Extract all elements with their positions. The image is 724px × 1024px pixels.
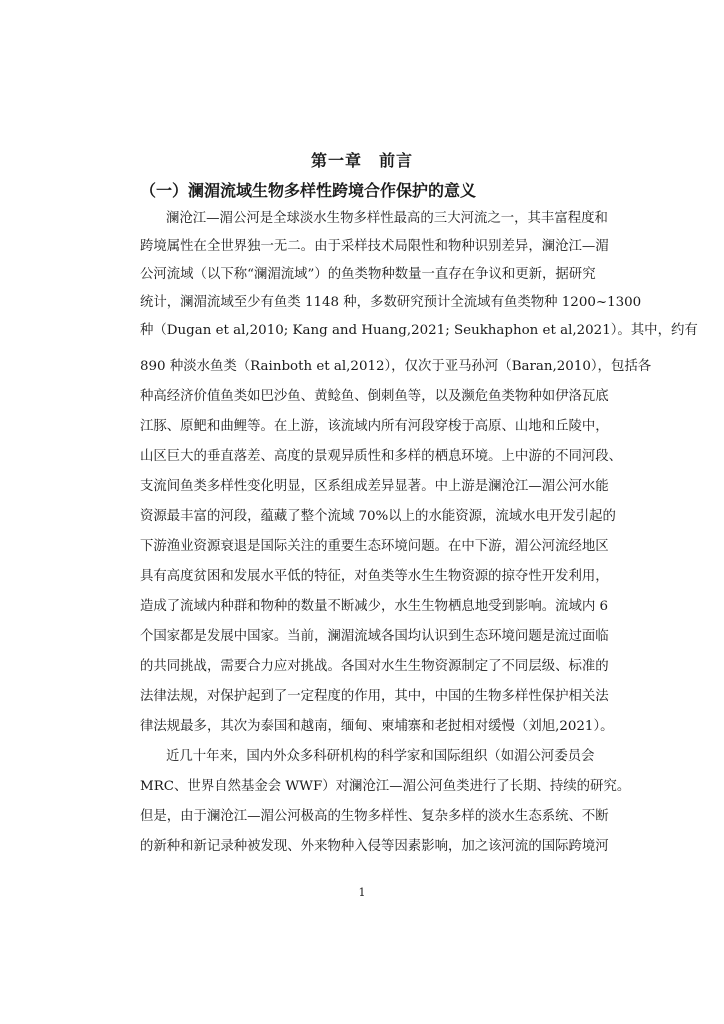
paragraph-line: 支流间鱼类多样性变化明显，区系组成差异显著。中上游是澜沧江—湄公河水能 <box>140 479 609 494</box>
paragraph-line: 公河流域（以下称“澜湄流域”）的鱼类物种数量一直存在争议和更新，据研究 <box>140 267 596 282</box>
section-title: （一）澜湄流域生物多样性跨境合作保护的意义 <box>140 181 477 200</box>
paragraph-line: 具有高度贫困和发展水平低的特征，对鱼类等水生生物资源的掠夺性开发利用， <box>140 569 609 584</box>
paragraph-line: 山区巨大的垂直落差、高度的景观异质性和多样的栖息环境。上中游的不同河段、 <box>140 449 623 464</box>
paragraph-line: 澜沧江—湄公河是全球淡水生物多样性最高的三大河流之一，其丰富程度和 <box>166 211 608 226</box>
paragraph-line: 的新种和新记录种被发现、外来物种入侵等因素影响，加之该河流的国际跨境河 <box>140 839 609 854</box>
paragraph-line: 造成了流域内种群和物种的数量不断减少，水生生物栖息地受到影响。流域内 6 <box>140 599 609 614</box>
paragraph-line: 统计，澜湄流域至少有鱼类 1148 种，多数研究预计全流域有鱼类物种 1200~1300 <box>140 295 642 310</box>
paragraph-line: 江豚、原鲃和曲鲤等。在上游，该流域内所有河段穿梭于高原、山地和丘陵中， <box>140 419 609 434</box>
paragraph-line: 890 种淡水鱼类（Rainboth et al,2012），仅次于亚马孙河（Baran,2010），包括各 <box>140 359 652 374</box>
paragraph-line: 法律法规，对保护起到了一定程度的作用，其中，中国的生物多样性保护相关法 <box>140 689 609 704</box>
paragraph-line: 但是，由于澜沧江—湄公河极高的生物多样性、复杂多样的淡水生态系统、不断 <box>140 809 609 824</box>
chapter-title: 第一章 前言 <box>310 151 413 170</box>
paragraph-line: 种（Dugan et al,2010; Kang and Huang,2021; Seukhaphon et al,2021）。其中，约有 <box>140 323 698 338</box>
paragraph-line: 近几十年来，国内外众多科研机构的科学家和国际组织（如湄公河委员会 <box>166 749 595 764</box>
paragraph-line: 种高经济价值鱼类如巴沙鱼、黄鲶鱼、倒刺鱼等，以及濒危鱼类物种如伊洛瓦底 <box>140 389 609 404</box>
paragraph-line: 个国家都是发展中国家。当前，澜湄流域各国均认识到生态环境问题是流过面临 <box>140 629 609 644</box>
paragraph-line: 下游渔业资源衰退是国际关注的重要生态环境问题。在中下游，湄公河流经地区 <box>140 539 609 554</box>
paragraph-line: MRC、世界自然基金会 WWF）对澜沧江—湄公河鱼类进行了长期、持续的研究。 <box>140 779 631 794</box>
paragraph-line: 律法规最多，其次为泰国和越南，缅甸、柬埔寨和老挝相对缓慢（刘旭,2021）。 <box>140 719 614 734</box>
paragraph-line: 的共同挑战，需要合力应对挑战。各国对水生生物资源制定了不同层级、标准的 <box>140 659 609 674</box>
paragraph-line: 跨境属性在全世界独一无二。由于采样技术局限性和物种识别差异，澜沧江—湄 <box>140 239 609 254</box>
paragraph-line: 资源最丰富的河段，蕴藏了整个流域 70%以上的水能资源，流域水电开发引起的 <box>140 509 616 524</box>
page-number: 1 <box>358 886 366 899</box>
